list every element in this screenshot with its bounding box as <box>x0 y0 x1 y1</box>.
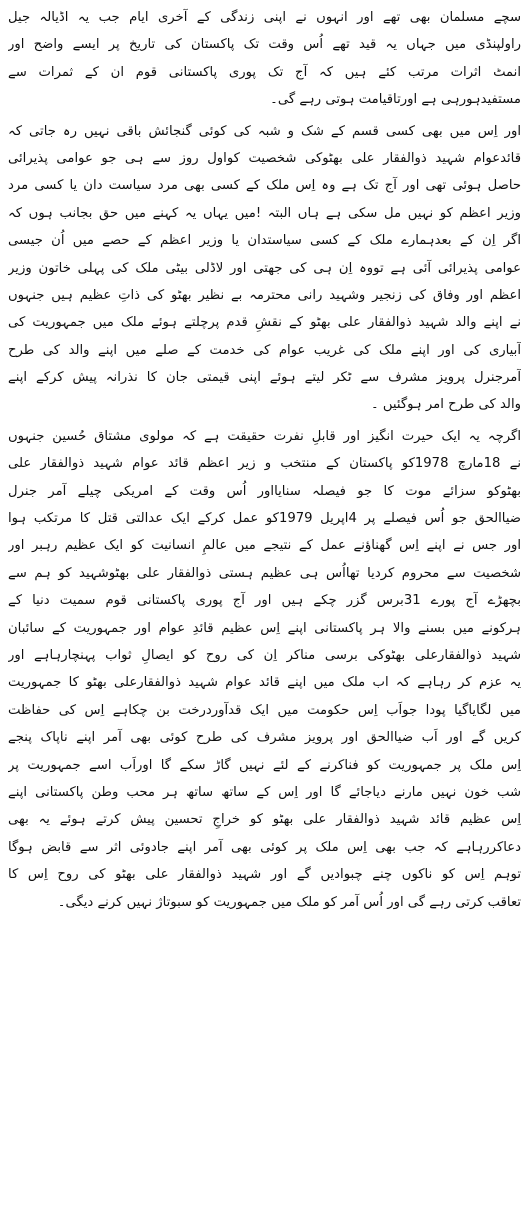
text-line: نے اپنے والد شہید ذوالفقار علی بھٹو کے نقشِ قدم پرچلتے ہوئے ملک میں جمہوریت کی <box>8 315 521 331</box>
text-line: اگرچہ یہ ایک حیرت انگیز اور قابلِ نفرت حقیقت ہے کہ مولوی مشتاق حُسین جنہوں <box>8 428 521 444</box>
text-line: تعاقب کرتی رہے گی اور اُس آمر کو ملک میں جمہوریت کو سبوتاژ نہیں کرنے دیگی۔ <box>57 894 521 910</box>
text-line: کریں گے اور اَب ضیاالحق اور پرویز مشرف کی طرح کوئی بھی آمر اپنے ناپاک پنجے <box>8 730 521 746</box>
text-line: ہرکونے میں بسنے والا ہر پاکستانی اپنے اِس عظیم قائدِ عوام اور جمہوریت کے سائبان <box>8 620 521 636</box>
text-line: اگر اِن کے بعدہمارے ملک کے کسی سیاستدان یا وزیر اعظم کے حصے میں اُن جیسی <box>8 233 521 249</box>
text-line: شب خون نہیں مارنے دیاجائے گا اور اِس کے ساتھ ساتھ ہر محب وطن پاکستانی اپنے <box>8 784 521 800</box>
text-line: ضیاالحق جو اُس فیصلے پر 4اپریل 1979کو عمل کرکے ایک عدالتی قتل کا مرتکب ہوا <box>8 511 521 527</box>
text-line: وزیر اعظم کو نہیں مل سکی ہے ہاں البتہ !میں یہاں یہ کہنے میں حق بجانب ہوں کہ <box>8 205 521 221</box>
paragraph <box>8 118 521 419</box>
text-line: اعظم اور وفاق کی زنجیر وشہید رانی محترمہ بے نظیر بھٹو کی ذاتِ عظیم ہیں جنہوں <box>8 287 521 303</box>
text-line: والد کی طرح امر ہوگئیں ۔ <box>370 397 521 413</box>
text-line: قائدعوام شہید ذوالفقار علی بھٹوکی شخصیت کواول روز سے ہی جو عوامی پذیرائی <box>8 150 521 166</box>
text-line: بچھڑے آج پورے 31برس گزر چکے ہیں اور آج پوری پاکستانی قوم سمیت دنیا کے <box>8 593 521 609</box>
text-line: نے 18مارچ 1978کو پاکستان کے منتخب و زیر اعظم قائد عوام شہید ذوالفقار علی <box>8 456 521 472</box>
text-line: اور جس نے اپنے اِس گھناؤنے عمل کے نتیجے میں عالمِ انسانیت کو ایک عظیم رہبر اور <box>8 538 521 554</box>
text-line: یہ عزم کر رہاہے کہ اب ملک میں اپنے قائد عوام شہید ذوالفقارعلی بھٹو کا جمہوریت <box>8 675 521 691</box>
text-line: شخصیت سے محروم کردیا تھااُس ہی عظیم ہستی ذوالفقار علی بھٹوشہید کو ہم سے <box>8 565 521 581</box>
text-line: دعاکررہاہے کہ جب بھی اِس ملک پر کوئی بھی آمر اپنے جادوئی اثر سے قابض ہوگا <box>8 839 521 855</box>
text-line: عوامی پذیرائی آئی ہے تووہ اِن ہی کی جھتی اور لاڈلی بیٹی ملک کی پہلی خاتون وزیر <box>8 260 521 276</box>
text-line: اِس ملک پر جمہوریت کو فناکرنے کے لئے نہیں گاڑ سکے گا اوراَب اسے جمہوریت پر <box>8 757 521 773</box>
text-line: انمٹ اثرات مرتب کئے ہیں کہ آج تک پوری پاکستانی قوم ان کے ثمرات سے <box>8 64 521 80</box>
text-line: توہم اِس کو ناکوں چنے چبوادیں گے اور شہید ذوالفقار علی بھٹو کی روح اِس کا <box>8 867 521 883</box>
text-line: مستفیدہورہی ہے اورتاقیامت ہوتی رہے گی۔ <box>270 92 521 108</box>
text-line: میں لگایاگیا پودا جواَب اِس حکومت میں ایک قدآوردرخت بن چکاہے اِس کی حفاظت <box>8 702 521 718</box>
text-line: آمرجنرل پرویز مشرف سے ٹکر لیتے ہوئے اپنی قیمتی جان کا نذرانہ پیش کرکے اپنے <box>8 370 521 386</box>
paragraph <box>8 423 521 916</box>
text-line: آبیاری کی اور اپنے ملک کی غریب عوام کی خدمت کے صلے میں اپنے والد کی طرح <box>8 342 521 358</box>
text-line: شہید ذوالفقارعلی بھٹوکی برسی مناکر اِن کی روح کو ایصالِ ثواب پہنچارہاہے اور <box>8 647 521 663</box>
text-line: اور اِس میں بھی کسی قسم کے شک و شبہ کی کوئی گنجائش باقی نہیں رہ جاتی کہ <box>8 123 521 139</box>
text-line: سچے مسلمان بھی تھے اور انہوں نے اپنی زندگی کے آخری ایام جب یہ اڈیالہ جیل <box>8 10 521 25</box>
text-line: حاصل ہوئی تھی اور آج تک ہے وہ اِس ملک کے کسی بھی مرد سیاست دان یا کسی مرد <box>8 178 521 194</box>
text-line: راولپنڈی میں جہاں یہ قید تھے اُس وقت تک پاکستان کی تاریخ پر ایسے واضح اور <box>8 37 521 53</box>
text-line: بھٹوکو سزائے موت کا جو فیصلہ سنایااور اُس وقت کے امریکی چیلے آمر جنرل <box>8 483 521 499</box>
paragraph <box>8 4 521 114</box>
text-line: اِس عظیم قائد شہید ذوالفقار علی بھٹو کو خراجِ تحسین پیش کرتے ہوئے یہ بھی <box>8 812 521 828</box>
